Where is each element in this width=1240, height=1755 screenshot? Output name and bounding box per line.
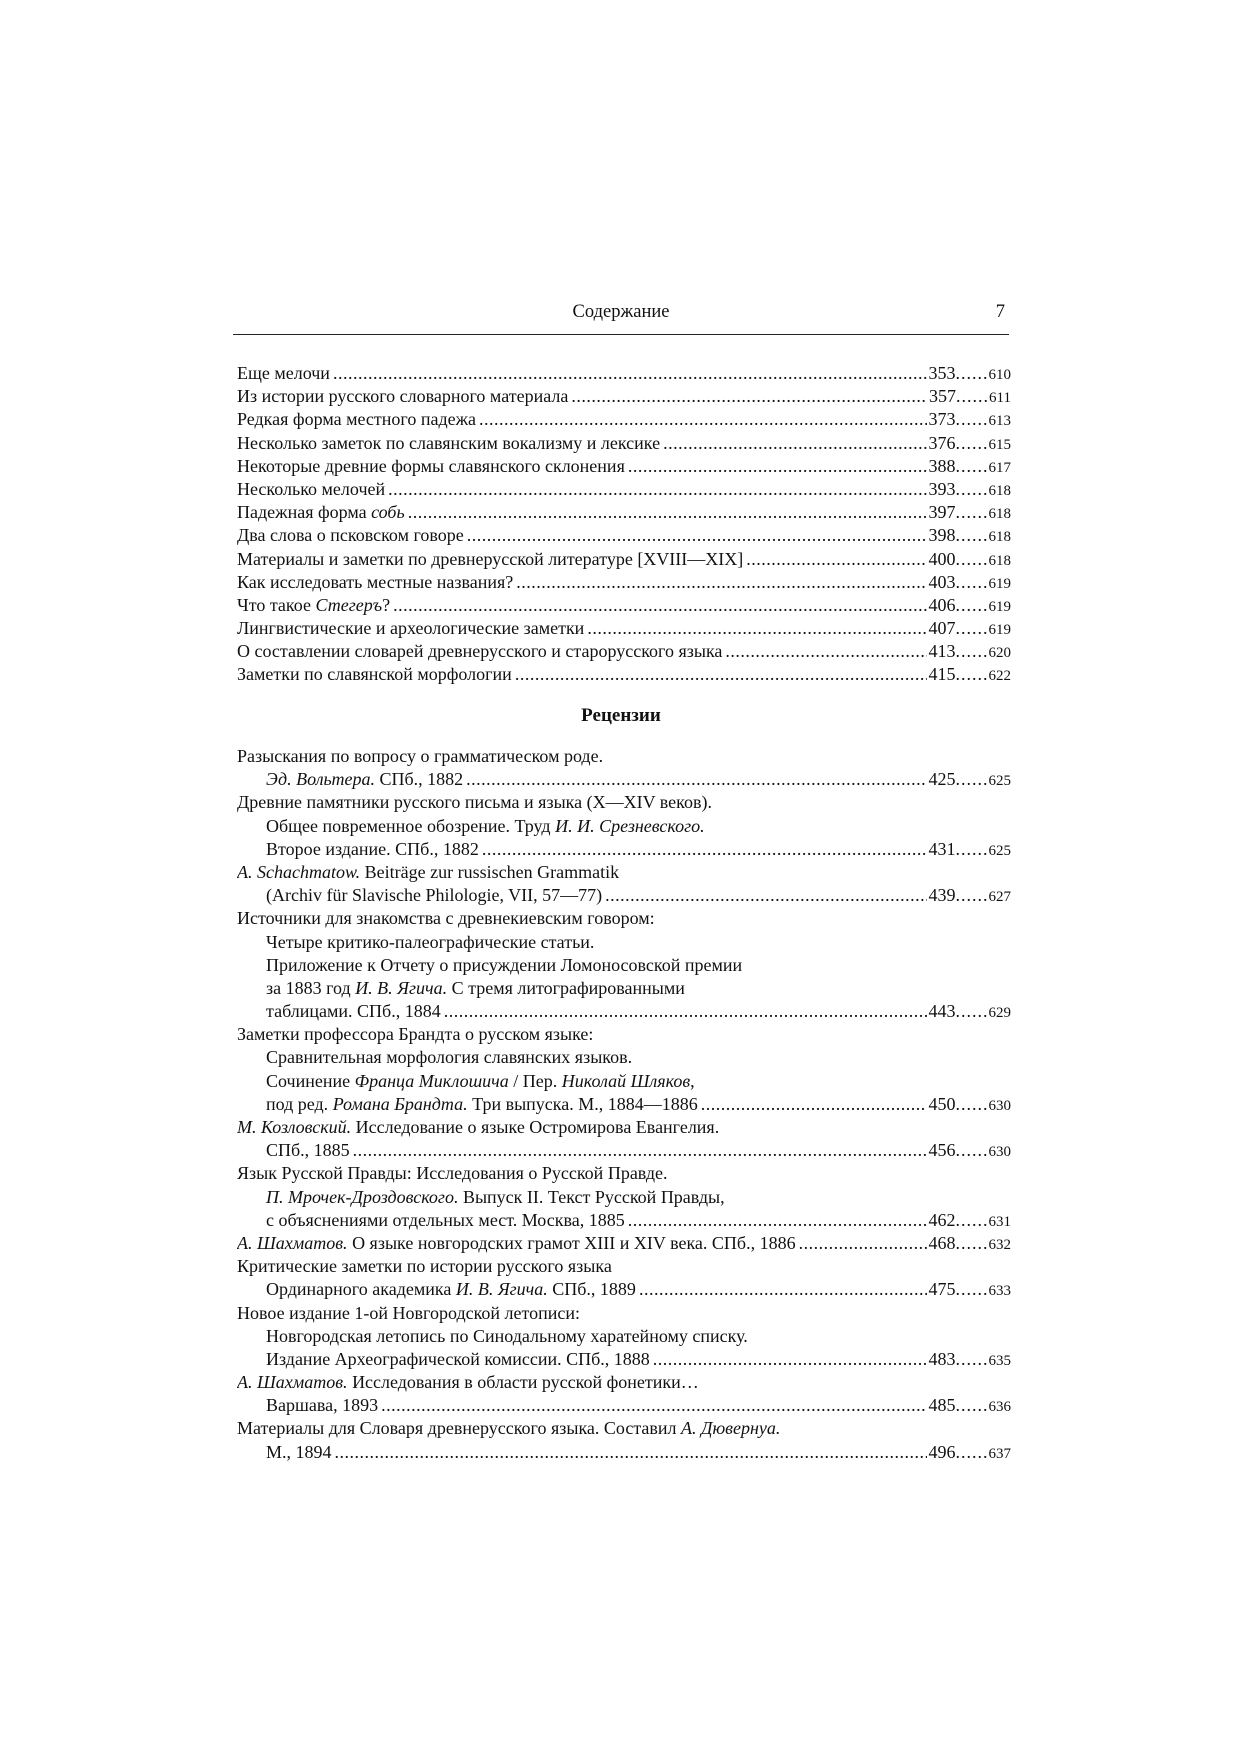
- comment-page-ref: 629: [988, 1005, 1011, 1022]
- header-title: Содержание: [572, 302, 670, 322]
- toc-line: [237, 1046, 1011, 1069]
- title-segment: Из истории русского словарного материала: [237, 386, 569, 407]
- toc-line: [237, 571, 1011, 594]
- dot-separator: ......: [955, 525, 989, 546]
- toc-entry-title: [266, 1278, 639, 1301]
- toc-entry-title: [237, 1256, 612, 1276]
- toc-line: [237, 385, 1011, 408]
- toc-entry: [237, 385, 1011, 408]
- toc-line: [237, 408, 1011, 431]
- toc-line: [237, 977, 1011, 1000]
- toc-entry-title: [237, 1303, 580, 1323]
- dot-leader: [663, 432, 926, 455]
- toc-entry-title: [237, 1418, 780, 1438]
- comment-page-ref: 622: [988, 668, 1011, 685]
- toc-line: [237, 548, 1011, 571]
- toc-line: [237, 1162, 1011, 1185]
- title-segment: таблицами. СПб., 1884: [266, 1001, 441, 1022]
- dot-leader: [639, 1278, 927, 1301]
- comment-page-ref: 631: [988, 1213, 1011, 1230]
- title-segment: (Archiv für Slavische Philologie, VII, 57—77): [266, 885, 603, 906]
- title-segment: Заметки профессора Брандта о русском языке:: [237, 1024, 594, 1045]
- toc-entry-title: [237, 640, 725, 663]
- dot-leader: [388, 478, 926, 501]
- toc-entry: [237, 1417, 1011, 1463]
- toc-entry-title: [237, 571, 516, 594]
- toc-entry-title: [266, 838, 482, 861]
- toc-line: [237, 815, 1011, 838]
- title-segment: Стегеръ: [315, 594, 383, 615]
- toc-entry-title: [266, 1139, 353, 1162]
- title-segment: A. Schachmatow.: [237, 861, 361, 882]
- toc-entry-title: [266, 1071, 695, 1091]
- toc-entry-title: [266, 816, 705, 836]
- toc-line: [237, 745, 1011, 768]
- page-ref: 376: [928, 432, 956, 453]
- toc-entry-title: [237, 1372, 699, 1392]
- dot-separator: ......: [955, 1395, 989, 1416]
- dot-leader: [605, 884, 926, 907]
- dot-separator: ......: [955, 885, 989, 906]
- dot-leader: [333, 362, 927, 385]
- toc-entry-title: [266, 1348, 653, 1371]
- title-segment: Сочинение: [266, 1070, 355, 1091]
- page-ref: 431: [928, 838, 956, 859]
- dot-separator: ......: [955, 1001, 989, 1022]
- comment-page-ref: 630: [988, 1144, 1011, 1161]
- toc-entry: [237, 1255, 1011, 1301]
- title-segment: Новгородская летопись по Синодальному харатейному списку.: [266, 1325, 748, 1346]
- dot-separator: ......: [956, 386, 990, 407]
- page-ref: 413: [928, 641, 956, 662]
- comment-page-ref: 633: [988, 1283, 1011, 1300]
- toc-line: [237, 640, 1011, 663]
- toc-line: [237, 617, 1011, 640]
- toc-line: [237, 1417, 1011, 1440]
- page-ref: 353: [928, 363, 956, 383]
- dot-separator: ......: [955, 1348, 989, 1369]
- dot-separator: ......: [955, 1279, 989, 1300]
- comment-page-ref: 617: [988, 459, 1011, 476]
- page-ref: 439: [928, 885, 956, 906]
- dot-leader: [335, 1441, 927, 1464]
- toc-entry: [237, 617, 1011, 640]
- toc-line: [237, 1070, 1011, 1093]
- page-ref: 450: [928, 1093, 956, 1114]
- title-segment: Разыскания по вопросу о грамматическом роде.: [237, 746, 604, 766]
- comment-page-ref: 618: [988, 529, 1011, 546]
- comment-page-ref: 632: [988, 1236, 1011, 1253]
- toc-line: [237, 838, 1011, 861]
- toc-entry-title: [237, 548, 746, 571]
- toc-line: [237, 1186, 1011, 1209]
- toc-entry: [237, 432, 1011, 455]
- toc-line: [237, 501, 1011, 524]
- comment-page-ref: 635: [988, 1352, 1011, 1369]
- toc-entry: [237, 548, 1011, 571]
- toc-entry-title: [266, 884, 605, 907]
- toc-line: [237, 1371, 1011, 1394]
- dot-leader: [515, 663, 927, 686]
- title-segment: Романа Брандта.: [332, 1093, 468, 1114]
- toc-line: [237, 768, 1011, 791]
- toc-entry-title: [237, 408, 479, 431]
- title-segment: Эд. Вольтера.: [266, 769, 375, 790]
- page-ref: 357: [929, 386, 957, 407]
- comment-page-ref: 625: [988, 773, 1011, 790]
- dot-separator: ......: [955, 618, 989, 639]
- toc-line: [237, 1209, 1011, 1232]
- title-segment: Как исследовать местные названия?: [237, 571, 514, 592]
- title-segment: Приложение к Отчету о присуждении Ломоносовской премии: [266, 954, 743, 975]
- page-ref: 462: [928, 1209, 956, 1230]
- page-ref: 468: [928, 1232, 956, 1253]
- page-ref: 407: [928, 618, 956, 639]
- page-ref: 398: [928, 525, 956, 546]
- toc-entry: [237, 861, 1011, 907]
- toc-entry-title: [237, 1232, 799, 1255]
- title-segment: Лингвистические и археологические заметки: [237, 618, 585, 639]
- title-segment: под ред.: [266, 1093, 333, 1114]
- toc-entry: [237, 745, 1011, 791]
- title-segment: И. В. Ягича.: [455, 1279, 548, 1300]
- dot-separator: ......: [955, 432, 989, 453]
- toc-line: [237, 524, 1011, 547]
- running-header: [233, 300, 1009, 335]
- dot-separator: ......: [955, 455, 989, 476]
- toc-entry: [237, 1116, 1011, 1162]
- comment-page-ref: 620: [988, 645, 1011, 662]
- title-segment: Новое издание 1-ой Новгородской летописи:: [237, 1302, 581, 1323]
- toc-entry-title: [237, 432, 663, 455]
- page-ref: 400: [928, 548, 956, 569]
- title-segment: Beiträge zur russischen Grammatik: [360, 861, 620, 882]
- toc-entry: [237, 640, 1011, 663]
- title-segment: Исследование о языке Остромирова Евангелия.: [351, 1117, 720, 1137]
- dot-separator: ......: [955, 1140, 989, 1161]
- toc-entry-title: [237, 501, 408, 524]
- title-segment: Ординарного академика: [266, 1279, 456, 1300]
- toc-line: [237, 1093, 1011, 1116]
- toc-entry: [237, 408, 1011, 431]
- toc-entry-title: [266, 768, 466, 791]
- toc-entry: [237, 478, 1011, 501]
- toc-entry-title: [237, 746, 603, 766]
- dot-leader: [628, 455, 927, 478]
- toc-line: [237, 1000, 1011, 1023]
- toc-entry-title: [237, 594, 393, 617]
- toc-entry-title: [266, 1209, 628, 1232]
- toc-line: [237, 931, 1011, 954]
- toc-line: [237, 1116, 1011, 1139]
- title-segment: Четыре критико-палеографические статьи.: [266, 931, 595, 952]
- title-segment: СПб., 1885: [266, 1140, 350, 1161]
- toc-entry-title: [237, 663, 515, 686]
- toc-entry: [237, 907, 1011, 1023]
- page-ref: 425: [928, 769, 956, 790]
- page-ref: 485: [928, 1395, 956, 1416]
- title-segment: Сравнительная морфология славянских языков.: [266, 1047, 633, 1068]
- title-segment: Заметки по славянской морфологии: [237, 664, 512, 685]
- title-segment: С тремя литографированными: [447, 977, 685, 998]
- page-ref: 475: [928, 1279, 956, 1300]
- dot-leader: [381, 1394, 926, 1417]
- toc-entry-title: [237, 1163, 668, 1183]
- toc-entry: [237, 1302, 1011, 1372]
- comment-page-ref: 618: [988, 552, 1011, 569]
- title-segment: ,: [690, 1070, 695, 1091]
- dot-separator: ......: [955, 594, 989, 615]
- toc-line: [237, 861, 1011, 884]
- title-segment: / Пер.: [508, 1070, 562, 1091]
- title-segment: Материалы и заметки по древнерусской литературе [XVIII—XIX]: [237, 548, 744, 569]
- dot-separator: ......: [955, 363, 989, 383]
- page-ref: 456: [928, 1140, 956, 1161]
- toc-entry: [237, 663, 1011, 686]
- toc-line: [237, 594, 1011, 617]
- toc-line: [237, 1325, 1011, 1348]
- title-segment: А. Шахматов.: [237, 1372, 348, 1393]
- toc-entry-title: [237, 524, 467, 547]
- title-segment: Редкая форма местного падежа: [237, 409, 477, 430]
- toc-entry: [237, 1371, 1011, 1417]
- title-segment: Язык Русской Правды: Исследования о Русской Правде.: [237, 1163, 668, 1184]
- comment-page-ref: 619: [988, 622, 1011, 639]
- dot-leader: [746, 548, 926, 571]
- toc-entry-title: [237, 862, 619, 882]
- dot-separator: ......: [955, 1209, 989, 1230]
- toc-line: [237, 884, 1011, 907]
- toc-entry: [237, 1023, 1011, 1116]
- toc-line: [237, 1441, 1011, 1464]
- toc-line: [237, 1232, 1011, 1255]
- toc-entry: [237, 571, 1011, 594]
- toc-line: [237, 478, 1011, 501]
- dot-leader: [571, 385, 927, 408]
- dot-leader: [701, 1093, 927, 1116]
- title-segment: Общее повременное обозрение. Труд: [266, 815, 556, 836]
- title-segment: Несколько мелочей: [237, 478, 386, 499]
- toc-entry-title: [237, 478, 388, 501]
- dot-leader: [393, 594, 926, 617]
- title-segment: Второе издание. СПб., 1882: [266, 838, 479, 859]
- title-segment: Материалы для Словаря древнерусского языка. Составил: [237, 1418, 682, 1439]
- toc-entry-title: [266, 1441, 335, 1464]
- title-segment: Выпуск II. Текст Русской Правды,: [458, 1186, 725, 1207]
- toc-line: [237, 1023, 1011, 1046]
- title-segment: М., 1894: [266, 1441, 332, 1462]
- toc-entry-title: [237, 617, 587, 640]
- toc-line: [237, 455, 1011, 478]
- toc-entry-title: [266, 1394, 381, 1417]
- toc-entry-title: [237, 792, 712, 812]
- page-ref: 406: [928, 594, 956, 615]
- toc-line: [237, 1348, 1011, 1371]
- title-segment: Два слова о псковском говоре: [237, 525, 464, 546]
- comment-page-ref: 618: [988, 482, 1011, 499]
- title-segment: О языке новгородских грамот XIII и XIV века. СПб., 1886: [347, 1232, 796, 1253]
- toc-entry: [237, 501, 1011, 524]
- title-segment: Источники для знакомства с древнекиевским говором:: [237, 908, 655, 929]
- comment-page-ref: 615: [988, 436, 1011, 453]
- comment-page-ref: 627: [988, 889, 1011, 906]
- toc-line: [237, 362, 1011, 385]
- toc-entry: [237, 524, 1011, 547]
- toc-line: [237, 1302, 1011, 1325]
- dot-separator: ......: [955, 769, 989, 790]
- title-segment: Древние памятники русского письма и языка (X—XIV веков).: [237, 792, 712, 813]
- title-segment: П. Мрочек-Дроздовского.: [266, 1186, 459, 1207]
- page-ref: 443: [928, 1001, 956, 1022]
- toc-entry-title: [266, 1326, 748, 1346]
- title-segment: собь: [371, 502, 405, 523]
- page-ref: 415: [928, 664, 956, 685]
- dot-leader: [628, 1209, 927, 1232]
- dot-leader: [653, 1348, 927, 1371]
- dot-separator: ......: [955, 838, 989, 859]
- title-segment: Варшава, 1893: [266, 1395, 379, 1416]
- toc-line: [237, 1139, 1011, 1162]
- dot-separator: ......: [955, 502, 989, 523]
- toc-line: [237, 1278, 1011, 1301]
- toc-entry: [237, 1232, 1011, 1255]
- comment-page-ref: 619: [988, 598, 1011, 615]
- title-segment: И. И. Срезневского.: [555, 815, 705, 836]
- title-segment: Некоторые древние формы славянского склонения: [237, 455, 625, 476]
- page-ref: 403: [928, 571, 956, 592]
- toc-entry-title: [266, 932, 594, 952]
- title-segment: Падежная форма: [237, 502, 372, 523]
- page-ref: 483: [928, 1348, 956, 1369]
- toc-entry-title: [237, 1117, 719, 1137]
- toc-entry-title: [266, 1187, 725, 1207]
- dot-leader: [444, 1000, 927, 1023]
- section-title-reviews: Рецензии: [581, 705, 661, 726]
- dot-separator: ......: [955, 548, 989, 569]
- comment-page-ref: 625: [988, 842, 1011, 859]
- dot-leader: [408, 501, 927, 524]
- title-segment: О составлении словарей древнерусского и старорусского языка: [237, 641, 723, 662]
- toc-entry-title: [237, 362, 333, 385]
- page-ref: 397: [928, 502, 956, 523]
- page-ref: 373: [928, 409, 956, 430]
- comment-page-ref: 637: [988, 1445, 1011, 1462]
- dot-separator: ......: [955, 478, 989, 499]
- toc-entry: [237, 362, 1011, 385]
- toc-line: [237, 791, 1011, 814]
- dot-separator: ......: [955, 1441, 989, 1462]
- toc-entry-title: [266, 1000, 444, 1023]
- title-segment: Франца Миклошича: [354, 1070, 509, 1091]
- title-segment: Исследования в области русской фонетики…: [347, 1372, 699, 1393]
- dot-separator: ......: [955, 1232, 989, 1253]
- page-number: 7: [995, 302, 1005, 322]
- title-segment: Три выпуска. М., 1884—1886: [467, 1093, 698, 1114]
- title-segment: Издание Археографической комиссии. СПб., 1888: [266, 1348, 650, 1369]
- comment-page-ref: 619: [988, 575, 1011, 592]
- toc-line: [237, 432, 1011, 455]
- dot-separator: ......: [955, 571, 989, 592]
- title-segment: Что такое: [237, 594, 316, 615]
- toc-line: [237, 954, 1011, 977]
- contents-list-articles: [237, 362, 1011, 687]
- page-ref: 388: [928, 455, 956, 476]
- comment-page-ref: 611: [989, 390, 1011, 407]
- title-segment: Еще мелочи: [237, 363, 330, 383]
- comment-page-ref: 636: [988, 1399, 1011, 1416]
- title-segment: с объяснениями отдельных мест. Москва, 1885: [266, 1209, 625, 1230]
- toc-entry-title: [266, 1093, 701, 1116]
- dot-leader: [353, 1139, 927, 1162]
- toc-entry: [237, 594, 1011, 617]
- dot-leader: [799, 1232, 927, 1255]
- dot-separator: ......: [955, 409, 989, 430]
- title-segment: М. Козловский.: [237, 1117, 352, 1137]
- title-segment: А. Дювернуа.: [681, 1418, 781, 1439]
- title-segment: И. В. Ягича.: [355, 977, 448, 998]
- toc-entry-title: [237, 908, 655, 928]
- toc-line: [237, 907, 1011, 930]
- toc-line: [237, 1255, 1011, 1278]
- dot-leader: [516, 571, 926, 594]
- title-segment: А. Шахматов.: [237, 1232, 348, 1253]
- toc-entry-title: [266, 978, 685, 998]
- page-ref: 393: [928, 478, 956, 499]
- title-segment: СПб., 1889: [547, 1279, 636, 1300]
- toc-entry: [237, 1162, 1011, 1232]
- toc-entry: [237, 455, 1011, 478]
- toc-entry-title: [237, 385, 571, 408]
- dot-leader: [467, 524, 927, 547]
- toc-entry-title: [237, 1024, 593, 1044]
- title-segment: за 1883 год: [266, 977, 356, 998]
- comment-page-ref: 630: [988, 1097, 1011, 1114]
- dot-leader: [466, 768, 926, 791]
- toc-line: [237, 663, 1011, 686]
- contents-list-reviews: [237, 745, 1011, 1464]
- title-segment: СПб., 1882: [374, 769, 464, 790]
- dot-leader: [482, 838, 927, 861]
- toc-entry-title: [266, 1047, 632, 1067]
- toc-entry: [237, 791, 1011, 861]
- toc-entry-title: [266, 955, 742, 975]
- toc-line: [237, 1394, 1011, 1417]
- dot-separator: ......: [955, 1093, 989, 1114]
- dot-leader: [479, 408, 926, 431]
- page-ref: 496: [928, 1441, 956, 1462]
- comment-page-ref: 618: [988, 506, 1011, 523]
- comment-page-ref: 613: [988, 413, 1011, 430]
- title-segment: Николай Шляков: [561, 1070, 691, 1091]
- toc-entry-title: [237, 455, 628, 478]
- title-segment: ?: [382, 594, 391, 615]
- dot-leader: [587, 617, 926, 640]
- title-segment: Несколько заметок по славянским вокализму и лексике: [237, 432, 661, 453]
- dot-leader: [725, 640, 926, 663]
- dot-separator: ......: [955, 641, 989, 662]
- dot-separator: ......: [955, 664, 989, 685]
- comment-page-ref: 610: [988, 367, 1011, 383]
- title-segment: Критические заметки по истории русского языка: [237, 1256, 612, 1277]
